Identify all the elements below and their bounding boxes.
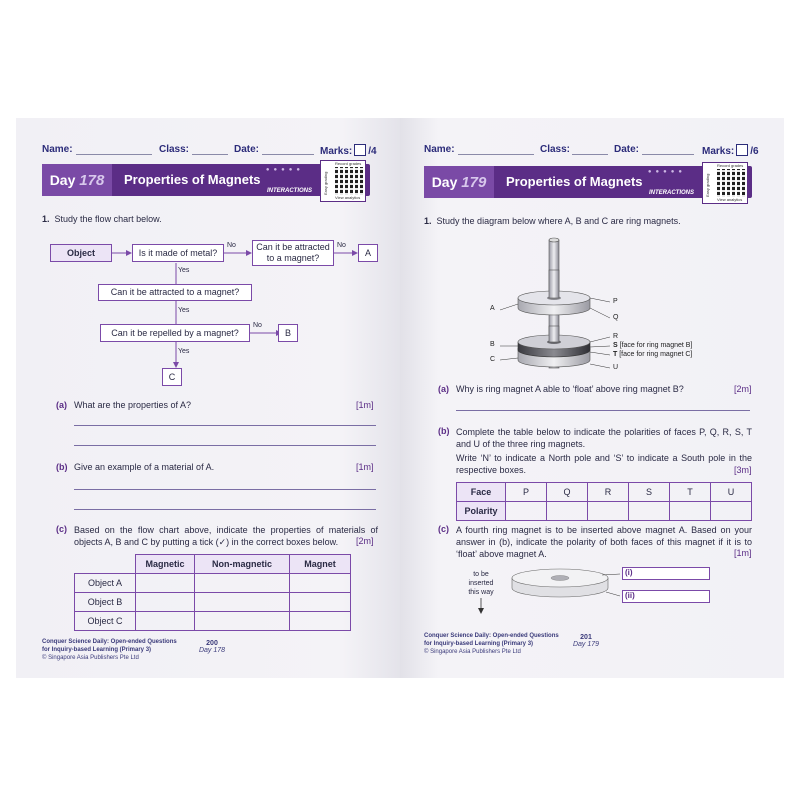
qr-bottom-text: View analytics <box>335 195 361 200</box>
table-row <box>75 612 351 631</box>
footer-title: Conquer Science Daily: Open-ended Questions <box>42 639 177 645</box>
date-label: Date: <box>614 144 640 155</box>
label-u: U <box>613 364 619 371</box>
day-label: Day <box>431 174 458 190</box>
interactions-tag: INTERACTIONS <box>267 188 312 194</box>
answer-box-i[interactable] <box>622 567 710 580</box>
face-header: Face <box>457 483 506 502</box>
header-magnet: Magnet <box>290 555 351 574</box>
flow-yes-label: Yes <box>178 348 190 355</box>
name-label: Name: <box>42 144 73 155</box>
flow-yes-label: Yes <box>178 267 190 274</box>
part-a-marks: [1m] <box>356 400 374 410</box>
part-b-instruction: Write ‘N’ to indicate a North pole and ‘S’ to indicate a South pole in the respective boxes. <box>456 453 752 475</box>
part-b-question: Complete the table below to indicate the polarities of faces P, Q, R, S, T and U of the three ring magnets. <box>456 427 752 449</box>
tick-box[interactable] <box>136 574 195 593</box>
label-q: Q <box>613 314 619 321</box>
workbook-spread <box>16 118 784 678</box>
page-day: Day 179 <box>572 641 600 648</box>
tick-box[interactable] <box>136 593 195 612</box>
part-a-label: (a) <box>438 384 449 394</box>
fourth-magnet-drawing <box>400 118 784 678</box>
part-c-marks: [1m] <box>734 548 752 558</box>
insert-arrow-head <box>478 608 484 614</box>
footer-copyright: © Singapore Asia Publishers Pte Ltd <box>42 655 139 661</box>
page-day: Day 178 <box>198 647 226 654</box>
class-label: Class: <box>540 144 571 155</box>
part-c-label: (c) <box>438 524 449 534</box>
insert-label-line: to be <box>473 571 489 578</box>
page-number: 200 <box>206 640 218 647</box>
question-text: Study the diagram below where A, B and C are ring magnets. <box>436 216 681 226</box>
flow-object: Object <box>50 244 112 262</box>
flow-attract-question: Can it be attracted to a magnet? <box>98 284 252 301</box>
right-page <box>400 118 784 678</box>
tick-box[interactable] <box>195 574 290 593</box>
footer-credits <box>42 638 177 662</box>
answer-box-ii[interactable] <box>622 590 710 603</box>
label-b: B <box>490 341 495 348</box>
label-r: R <box>613 333 619 340</box>
polarity-header: Polarity <box>457 502 506 521</box>
left-page <box>16 118 400 678</box>
flow-repel-question: Can it be repelled by a magnet? <box>100 324 250 342</box>
flow-yes-label: Yes <box>178 307 190 314</box>
marks-label: Marks: <box>320 146 353 157</box>
header-magnetic: Magnetic <box>136 555 195 574</box>
table-corner <box>75 555 136 574</box>
row-label: Object B <box>75 593 136 612</box>
tick-box[interactable] <box>290 593 351 612</box>
name-label: Name: <box>424 144 455 155</box>
part-b-question: Give an example of a material of A. <box>74 462 215 472</box>
flow-result-a: A <box>358 244 378 262</box>
qr-top-text: Record grades <box>717 163 744 168</box>
footer-subtitle: for Inquiry-based Learning (Primary 3) <box>424 641 534 647</box>
flow-no-label: No <box>337 242 346 249</box>
day-number: 178 <box>79 172 105 189</box>
label-a: A <box>490 305 495 312</box>
part-c-question: Based on the flow chart above, indicate the properties of materials of objects A, B and C by putting a tick (✓) in the correct boxes below. <box>74 525 378 547</box>
qr-top-text: Record grades <box>335 161 362 166</box>
face-cell: R <box>588 483 629 502</box>
flow-attract-question-top: Can it be attracted to a magnet? <box>252 240 334 266</box>
box-ii-label: (ii) <box>625 591 635 600</box>
page-number-block <box>566 634 606 648</box>
table-row <box>75 574 351 593</box>
insert-label-line: inserted <box>468 580 494 587</box>
flow-result-b: B <box>278 324 298 342</box>
dots-decoration: ●●●●● <box>647 169 686 175</box>
tick-box[interactable] <box>290 574 351 593</box>
qr-side-text: Easy grading <box>705 173 710 197</box>
dots-decoration: ●●●●● <box>265 167 304 173</box>
part-c-marks: [2m] <box>356 536 374 546</box>
part-c-label: (c) <box>56 524 67 534</box>
label-t-note: [face for ring magnet C] <box>619 351 693 358</box>
answer-line[interactable] <box>74 425 376 426</box>
flow-metal-question: Is it made of metal? <box>132 244 224 262</box>
part-b-marks: [1m] <box>356 462 374 472</box>
question-number: 1. <box>42 214 50 224</box>
day-number: 179 <box>461 174 487 191</box>
question-number: 1. <box>424 216 432 226</box>
footer-copyright: © Singapore Asia Publishers Pte Ltd <box>424 649 521 655</box>
leader-line <box>606 592 620 596</box>
flow-no-label: No <box>253 322 262 329</box>
face-cell: P <box>506 483 547 502</box>
marks-label: Marks: <box>702 146 735 157</box>
marks-total: /6 <box>750 146 759 157</box>
label-p: P <box>613 298 618 305</box>
part-b-label: (b) <box>438 426 450 436</box>
answer-line[interactable] <box>74 489 376 490</box>
part-a-marks: [2m] <box>734 384 752 394</box>
day-label: Day <box>49 172 76 188</box>
part-b-label: (b) <box>56 462 68 472</box>
footer-subtitle: for Inquiry-based Learning (Primary 3) <box>42 647 152 653</box>
tick-box[interactable] <box>195 612 290 631</box>
label-c: C <box>490 356 496 363</box>
qr-bottom-text: View analytics <box>717 197 743 202</box>
flow-no-label: No <box>227 242 236 249</box>
interactions-tag: INTERACTIONS <box>649 190 694 196</box>
row-label: Object A <box>75 574 136 593</box>
question-text: Study the flow chart below. <box>54 214 162 224</box>
date-label: Date: <box>234 144 260 155</box>
row-label: Object C <box>75 612 136 631</box>
footer-title: Conquer Science Daily: Open-ended Questions <box>424 633 559 639</box>
page-title: Properties of Magnets <box>506 174 643 189</box>
face-cell: Q <box>547 483 588 502</box>
properties-table <box>74 554 351 631</box>
tick-box[interactable] <box>136 612 195 631</box>
page-number: 201 <box>580 634 592 641</box>
table-row <box>75 593 351 612</box>
label-s-letter: S <box>613 342 618 349</box>
qr-side-text: Easy grading <box>323 171 328 195</box>
flow-result-c: C <box>162 368 182 386</box>
page-title: Properties of Magnets <box>124 172 261 187</box>
marks-total: /4 <box>368 146 377 157</box>
part-a-label: (a) <box>56 400 67 410</box>
part-a-question: Why is ring magnet A able to ‘float’ above ring magnet B? <box>456 384 684 394</box>
tick-box[interactable] <box>195 593 290 612</box>
header-non-magnetic: Non-magnetic <box>195 555 290 574</box>
box-i-label: (i) <box>625 568 633 577</box>
table-header-row <box>75 555 351 574</box>
part-b-marks: [3m] <box>734 465 752 475</box>
label-s-note: [face for ring magnet B] <box>619 342 693 349</box>
answer-line[interactable] <box>74 445 376 446</box>
face-cell: U <box>711 483 752 502</box>
answer-line[interactable] <box>74 509 376 510</box>
class-label: Class: <box>159 144 190 155</box>
fourth-magnet-hole <box>551 576 569 581</box>
face-cell: S <box>629 483 670 502</box>
tick-box[interactable] <box>290 612 351 631</box>
face-cell: T <box>670 483 711 502</box>
page-number-block <box>192 640 232 654</box>
part-c-question: A fourth ring magnet is to be inserted above magnet A. Based on your answer in (b), indicate the polarity of both faces of this magnet if it is to ‘float’ above magnet A. <box>456 525 752 559</box>
insert-label-line: this way <box>468 589 494 596</box>
label-t-letter: T <box>613 351 618 358</box>
footer-credits <box>424 632 559 656</box>
part-a-question: What are the properties of A? <box>74 400 192 410</box>
